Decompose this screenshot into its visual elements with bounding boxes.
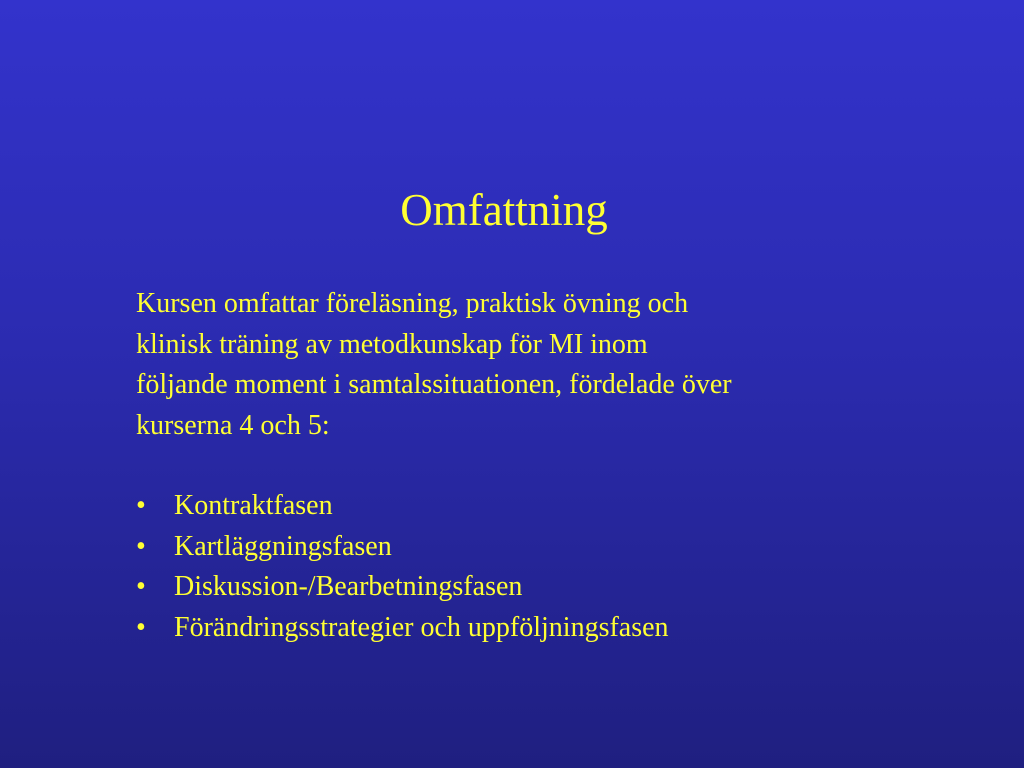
bullet-dot-icon: • <box>136 530 146 562</box>
bullet-item <box>136 608 896 649</box>
body-line: Kursen omfattar föreläsning, praktisk övning och <box>136 288 689 319</box>
bullet-text: Diskussion-/Bearbetningsfasen <box>174 571 523 602</box>
slide-title: Omfattning <box>400 185 608 235</box>
bullet-text: Kontraktfasen <box>174 490 333 521</box>
bullet-list <box>136 486 896 648</box>
body-line: klinisk träning av metodkunskap för MI inom <box>136 328 648 360</box>
bullet-item <box>136 567 896 608</box>
body-line: följande moment i samtalssituationen, fördelade över <box>136 369 732 400</box>
bullet-dot-icon: • <box>136 571 146 602</box>
bullet-dot-icon: • <box>136 490 146 521</box>
bullet-text: Förändringsstrategier och uppföljningsfasen <box>174 611 669 643</box>
bullet-text: Kartläggningsfasen <box>174 530 392 562</box>
body-line: kurserna 4 och 5: <box>136 409 330 441</box>
bullet-dot-icon: • <box>136 611 146 643</box>
body-paragraph <box>136 284 896 446</box>
bullet-item <box>136 527 896 568</box>
bullet-item <box>136 486 896 527</box>
